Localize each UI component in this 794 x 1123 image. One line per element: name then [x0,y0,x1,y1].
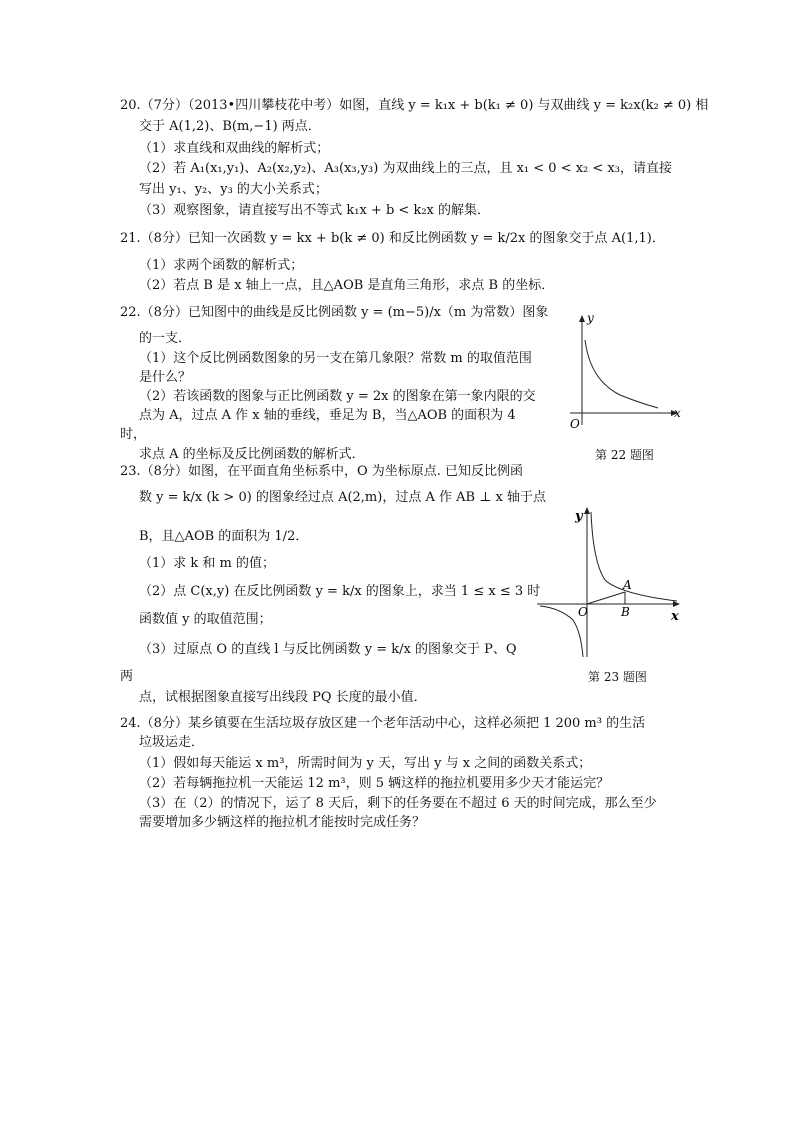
q24-part3: （3）在（2）的情况下，运了 8 天后，剩下的任务要在不超过 6 天的时间完成，那么至少 [139,796,657,811]
q23-point-b-label: B [621,605,630,619]
q20-part2-cont: 写出 y₁、y₂、y₃ 的大小关系式； [139,182,328,197]
q23-stem-line2: 数 y = k/x (k > 0) 的图象经过点 A(2,m)，过点 A 作 AB ⊥ x 轴于点 [139,490,547,505]
q24-stem-line2: 垃圾运走． [139,735,205,750]
q23-part3-cont2: 点，试根据图象直接写出线段 PQ 长度的最小值． [139,690,427,705]
q20-stem-line2: 交于 A(1,2)、B(m,−1) 两点． [139,119,321,134]
q23-segment-oa [587,592,625,604]
q23-part2: （2）点 C(x,y) 在反比例函数 y = k/x 的图象上，求当 1 ≤ x ≤ 3 时 [139,584,541,599]
q23-point-a-label: A [623,578,632,592]
q23-curve-q3 [540,606,583,657]
q20-part3: （3）观察图象，请直接写出不等式 k₁x + b < k₂x 的解集． [139,203,491,218]
q21-part1: （1）求两个函数的解析式； [139,258,304,273]
q23-figure-caption: 第 23 题图 [588,670,647,684]
q22-stem-line1: 22.（8分）已知图中的曲线是反比例函数 y = (m−5)/x（m 为常数）图象 [120,305,549,320]
q23-stem-line3: B，且△AOB 的面积为 1/2． [139,529,309,544]
q22-y-arrow [579,315,585,322]
q22-part2-cont2: 时， [120,427,147,442]
q24-stem-line1: 24.（8分）某乡镇要在生活垃圾存放区建一个老年活动中心，这样必须把 1 200 m³ 的生活 [120,716,646,731]
q23-figure [535,502,685,662]
q23-x-label: x [671,609,679,624]
q23-x-arrow [673,601,680,607]
q23-part2-cont: 函数值 y 的取值范围； [139,612,272,627]
q22-curve [585,340,658,408]
q23-part3-cont: 两 [120,669,134,684]
q20-part2: （2）若 A₁(x₁,y₁)、A₂(x₂,y₂)、A₃(x₃,y₃) 为双曲线上的三点，且 x₁ < 0 < x₂ < x₃，请直接 [139,161,672,176]
q24-part3-cont: 需要增加多少辆这样的拖拉机才能按时完成任务？ [139,815,426,830]
q22-stem-line2: 的一支． [139,331,192,346]
q22-part1-cont: 是什么？ [139,370,192,385]
q21-part2: （2）若点 B 是 x 轴上一点，且△AOB 是直角三角形，求点 B 的坐标． [139,278,555,293]
q22-figure [560,310,690,435]
q23-stem-line1: 23.（8分）如图，在平面直角坐标系中，O 为坐标原点. 已知反比例函 [120,464,524,479]
q23-part3: （3）过原点 O 的直线 l 与反比例函数 y = k/x 的图象交于 P、Q [139,642,517,657]
q23-y-arrow [584,507,590,514]
q22-part2-cont3: 求点 A 的坐标及反比例函数的解析式． [139,447,365,462]
q22-figure-caption: 第 22 题图 [595,448,654,462]
q20-stem-line1: 20.（7分）（2013•四川攀枝花中考）如图，直线 y = k₁x + b(k₁ ≠ 0) 与双曲线 y = k₂x(k₂ ≠ 0) 相 [120,98,709,113]
q23-y-label: y [575,509,583,524]
q22-x-label: x [674,406,681,420]
q24-part1: （1）假如每天能运 x m³，所需时间为 y 天，写出 y 与 x 之间的函数关系式； [139,756,592,771]
q23-origin-label: O [578,605,588,619]
q24-part2: （2）若每辆拖拉机一天能运 12 m³，则 5 辆这样的拖拉机要用多少天才能运完？ [139,776,610,791]
q20-part1: （1）求直线和双曲线的解析式； [139,141,330,156]
q22-part2-cont: 点为 A，过点 A 作 x 轴的垂线，垂足为 B，当△AOB 的面积为 4 [139,408,516,423]
q23-curve-q1 [591,512,677,601]
q23-part1: （1）求 k 和 m 的值； [139,556,276,571]
q22-part2: （2）若该函数的图象与正比例函数 y = 2x 的图象在第一象内限的交 [139,389,536,404]
q21-stem: 21.（8分）已知一次函数 y = kx + b(k ≠ 0) 和反比例函数 y = k/2x 的图象交于点 A(1,1)． [120,231,665,246]
q22-y-label: y [587,311,594,325]
q22-part1: （1）这个反比例函数图象的另一支在第几象限？常数 m 的取值范围 [139,351,532,366]
q22-origin-label: O [570,417,580,431]
